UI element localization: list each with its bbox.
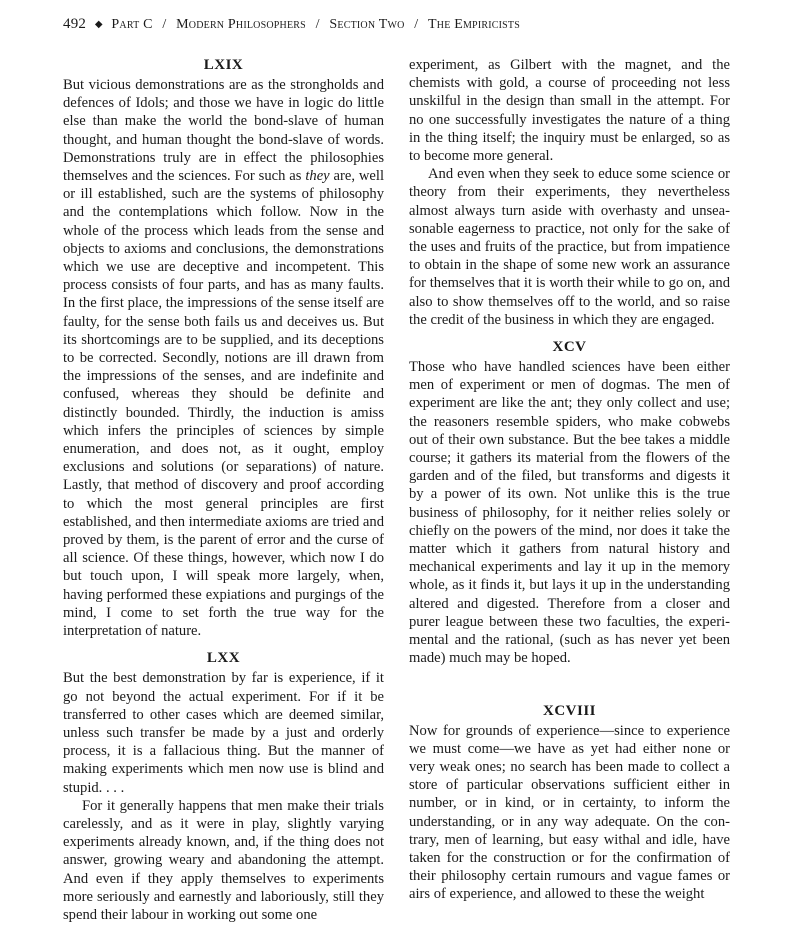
- header-separator: /: [162, 17, 167, 32]
- paragraph: experiment, as Gilbert with the magnet, and the chemists with gold, a course of proceeding not less unskilful in the design than small in the attempt. For no one successfully investigates the nature of a thing in the thing itself; the inquiry must be enlarged, so as to become more general.: [409, 57, 730, 165]
- spacer: [409, 329, 730, 338]
- spacer: [63, 640, 384, 649]
- section-heading-lxx: LXX: [206, 650, 241, 667]
- paragraph: For it generally happens that men make their trials carelessly, and as it were in play, slightly varying experiments already known, and, if the thing does not answer, growing weary and abandoning the attempt. And even if they apply themselves to experiments more seriously and earnestly and laboriously, still they spend their labour in working out some one: [63, 797, 384, 923]
- paragraph: [63, 76, 384, 640]
- section-label: Modern Philosophers: [176, 17, 306, 32]
- part-label: Part C: [111, 17, 153, 32]
- diamond-ornament-icon: ◆: [94, 19, 103, 30]
- chapter-title: The Empiricists: [428, 17, 520, 32]
- paragraph: But the best demonstration by far is experience, if it go not beyond the actual experiment. For if it be transferred to other cases which are deemed similar, unless such transfer be made by a just and orderly process, it is a fallacious thing. But the manner of making experiments which men now use is blind and stupid. . . .: [63, 670, 384, 796]
- left-column: [63, 56, 384, 924]
- paragraph-text: are, well or ill established, such are the systems of philosophy and the contemplations which follow. Now in the whole of the process which leads from the sense and objects to axioms and conclusions, the demonstrations which we use are deceptive and incompetent. This process consists of four parts, and has as many faults. In the first place, the impressions of the sense itself are faulty, for the sense both fails us and deceives us. But its shortcomings are to be supplied, and its deceptions to be corrected. Secondly, notions are ill drawn from the impressions of the senses, and are indefinite and confused, whereas they should be definite and distinctly bounded. Thirdly, the induction is amiss which infers the principles of sciences by simple enumeration, and does not, as it ought, employ exclusions and solutions (or separations) of nature. Lastly, that method of discovery and proof according to which the most general principles are first established, and then intermediate axioms are tried and proved by them, is the parent of error and the curse of all science. Of these things, however, which now I do but touch upon, I will speak more largely, when, having performed these expiations and purgings of the mind, I come to set forth the true way for the interpretation of nature.: [63, 168, 385, 640]
- section-heading-xcv: XCV: [552, 339, 587, 356]
- paragraph: Those who have handled sciences have been either men of experiment or men of dogmas. The men of experiment are like the ant; they only collect and use; the reasoners resemble spiders, who make cobwebs out of their own substance. But the bee takes a middle course; it gathers its material from the flowers of the garden and of the filed, but transforms and digests it by a power of its own. Not unlike this is the true business of philosophy, for it neither relies solely or chiefly on the powers of the mind, nor does it take the matter which it gathers from natural history and mechanical experiments and lay it up in the memory whole, as it finds it, but lays it up in the understanding altered and digested. Therefore from a closer and purer league between these two faculties, the experimental and the rational, (such as has never yet been made) much may be hoped.: [409, 359, 730, 667]
- header-separator: /: [414, 17, 419, 32]
- emphasis-text: they: [305, 168, 330, 185]
- right-column: [409, 56, 730, 904]
- header-separator: /: [315, 17, 320, 32]
- page-number: 492: [63, 16, 87, 32]
- paragraph: And even when they seek to educe some science or theory from their experiments, they nevertheless almost always turn aside with overhasty and unseasonable eagerness to practice, not only for the sake of the uses and fruits of the practice, but from impatience to obtain in the shape of some new work an assurance for themselves that it is worth their while to go on, and also to show themselves off to the world, and so raise the credit of the business in which they are engaged.: [409, 166, 730, 328]
- section-heading-xcviii: XCVIII: [542, 702, 596, 719]
- running-header: [63, 16, 743, 33]
- paragraph-text: But vicious demonstrations are as the strongholds and defences of Idols; and those we have in logic do little else than make the world the bond-slave of human thought, and human thought the bond-slave of words. Demonstrations truly are in effect the philosophies themselves and the sciences. For such as: [63, 77, 384, 185]
- spacer: [409, 668, 730, 702]
- section-heading-lxix: LXIX: [203, 57, 244, 73]
- subsection-label: Section Two: [329, 17, 405, 32]
- paragraph: Now for grounds of experience—since to experience we must come—we have as yet had either none or very weak ones; no search has been made to collect a store of particular observations sufficient either in number, or in kind, or in certainty, to inform the understanding, or in any way adequate. On the contrary, men of learning, but easy withal and idle, have taken for the construction or for the confirmation of their philosophy certain rumours and vague fames or airs of experience, and allowed to these the weight: [409, 722, 730, 903]
